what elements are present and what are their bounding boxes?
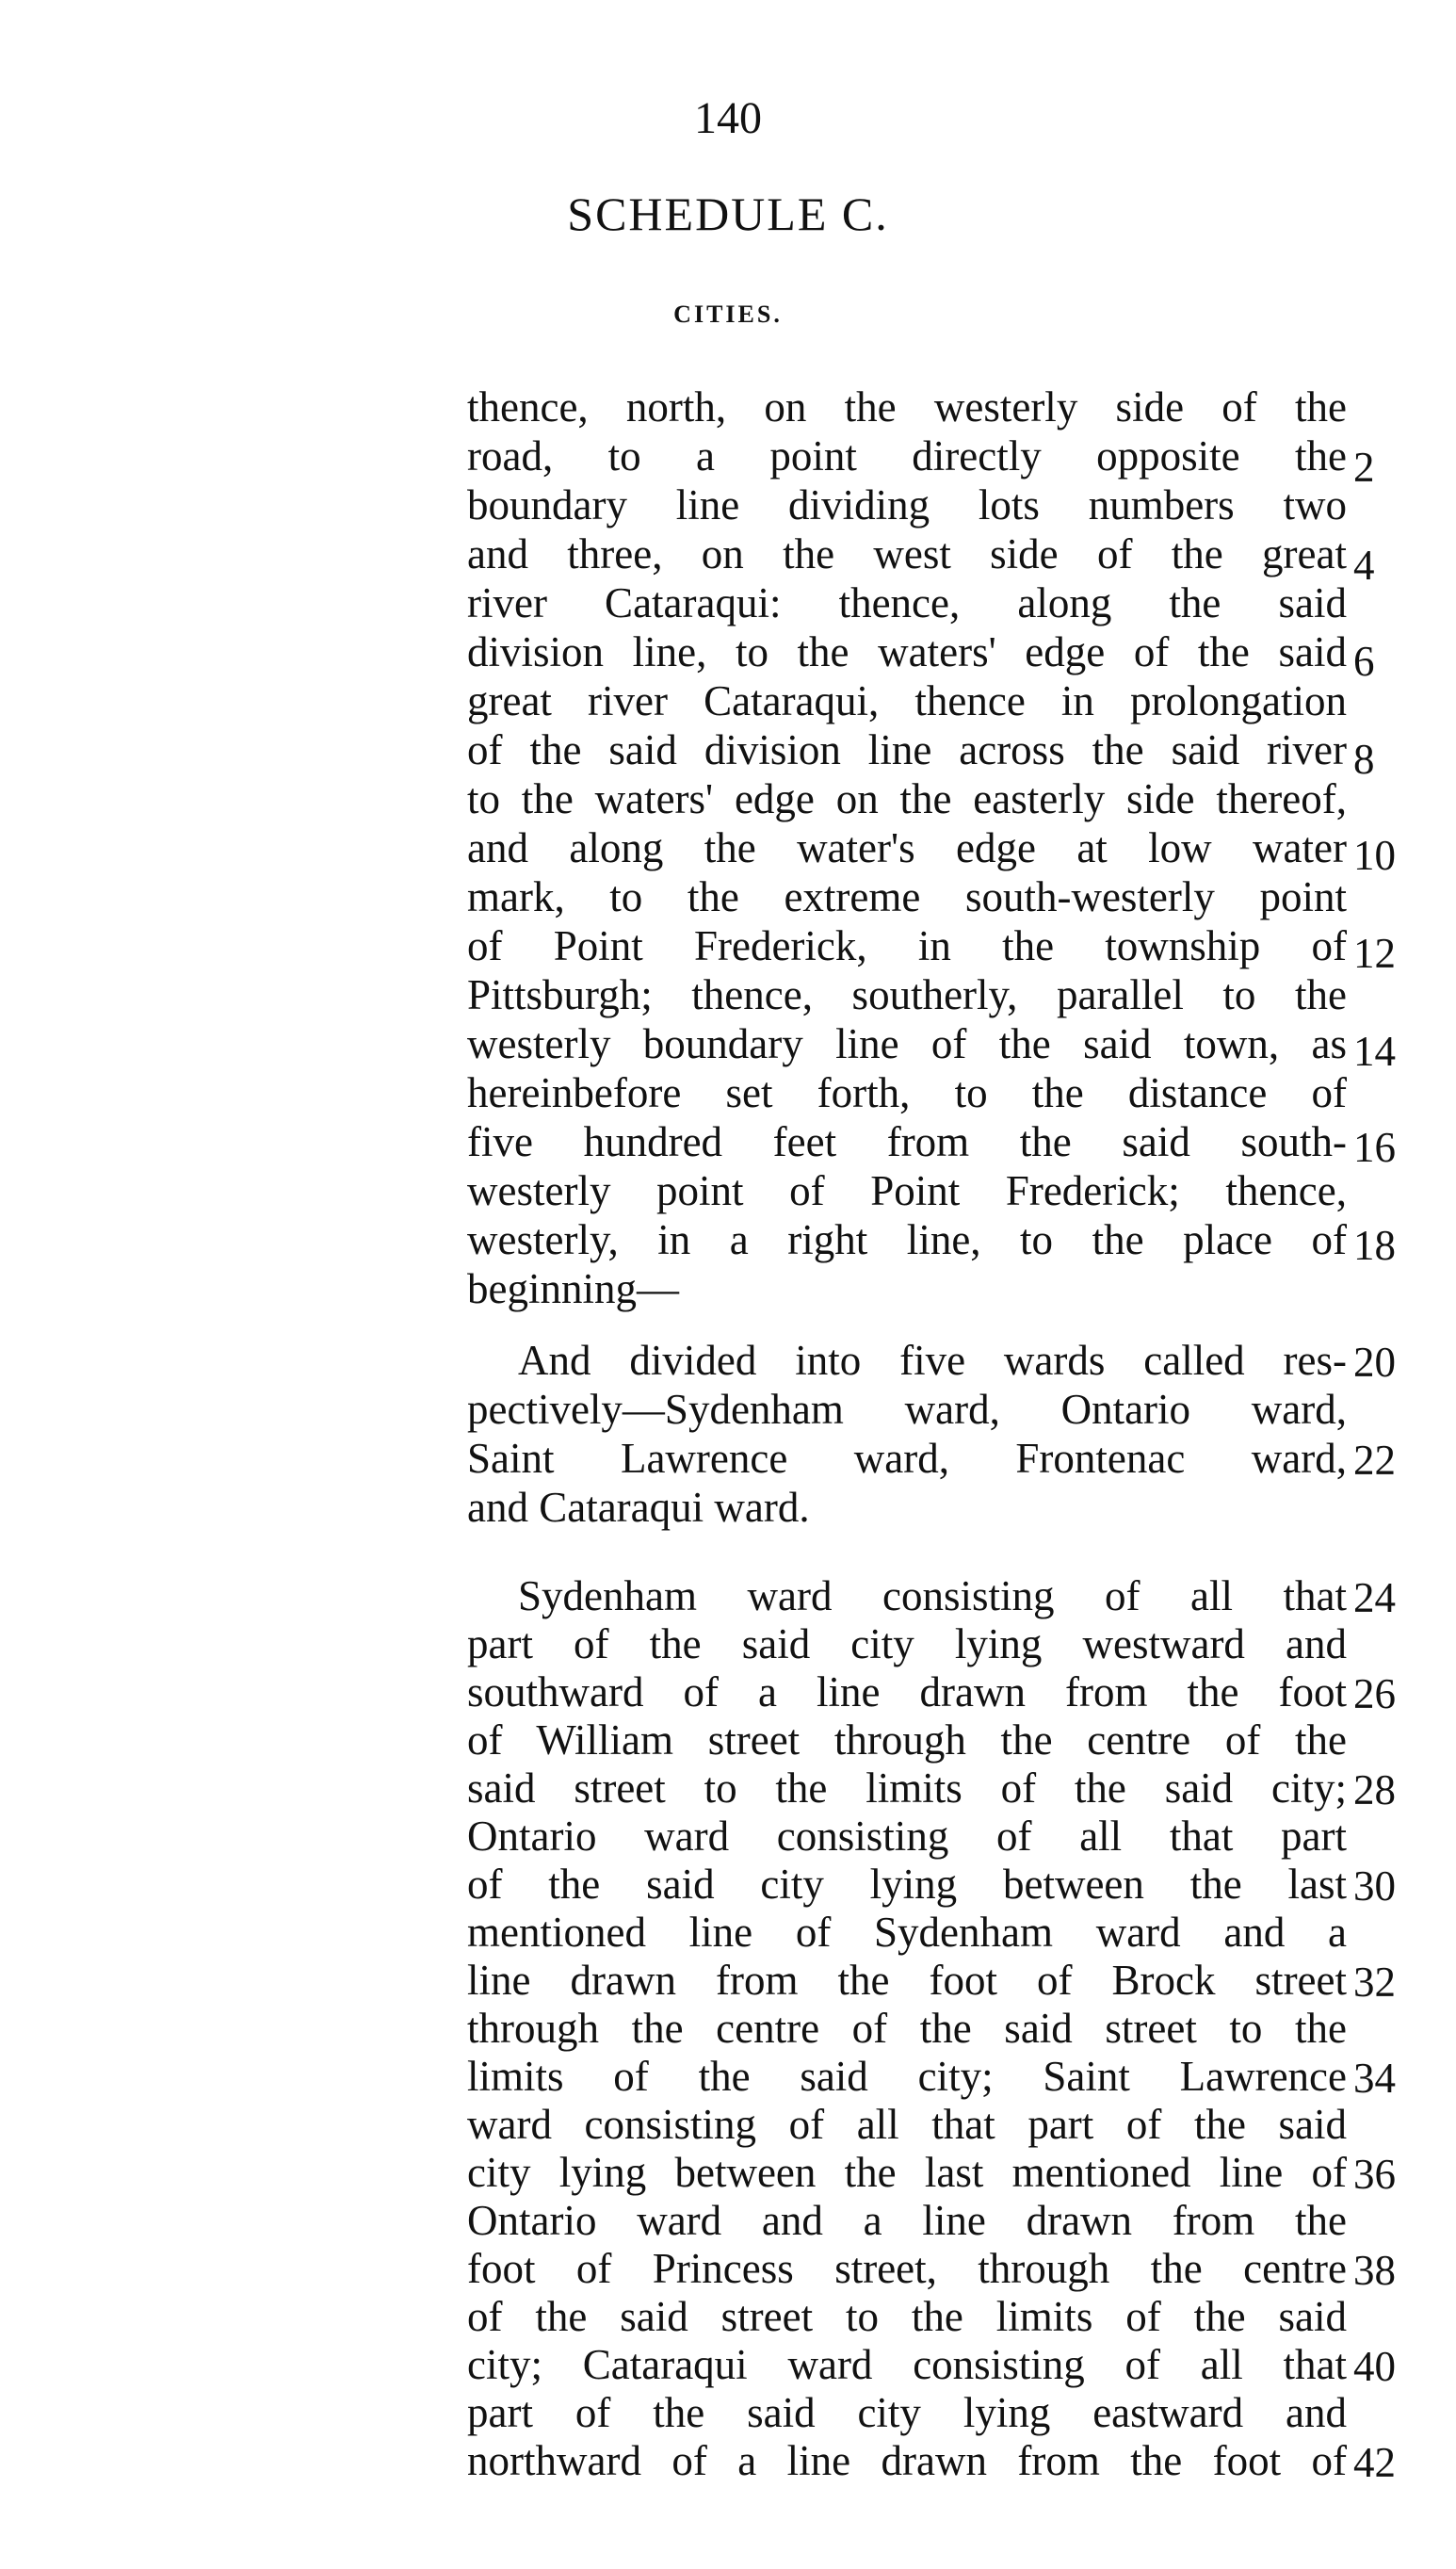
text-line: thence, north, on the westerly side of the bbox=[467, 383, 1347, 431]
text-line: westerly point of Point Frederick; thence, bbox=[467, 1167, 1347, 1214]
text-line: Ontario ward and a line drawn from the bbox=[467, 2197, 1347, 2244]
text-line: river Cataraqui: thence, along the said bbox=[467, 579, 1347, 626]
text-line: foot of Princess street, through the centre bbox=[467, 2245, 1347, 2292]
text-line: mark, to the extreme south-westerly point bbox=[467, 873, 1347, 920]
text-line: part of the said city lying westward and bbox=[467, 1620, 1347, 1667]
text-line: of the said city lying between the last bbox=[467, 1861, 1347, 1908]
text-line: Pittsburgh; thence, southerly, parallel to the bbox=[467, 971, 1347, 1018]
line-number: 8 bbox=[1353, 736, 1375, 783]
line-number: 26 bbox=[1353, 1670, 1396, 1717]
text-line: Sydenham ward consisting of all that bbox=[518, 1572, 1347, 1619]
text-line: line drawn from the foot of Brock street bbox=[467, 1957, 1347, 2004]
line-number: 10 bbox=[1353, 832, 1396, 879]
text-line: great river Cataraqui, thence in prolongation bbox=[467, 677, 1347, 724]
text-line: of the said division line across the said river bbox=[467, 726, 1347, 773]
text-line: five hundred feet from the said south- bbox=[467, 1118, 1347, 1165]
schedule-title: SCHEDULE C. bbox=[567, 187, 889, 240]
text-line: ward consisting of all that part of the said bbox=[467, 2101, 1347, 2148]
text-line: road, to a point directly opposite the bbox=[467, 432, 1347, 480]
text-line: and Cataraqui ward. bbox=[467, 1484, 810, 1531]
line-number: 40 bbox=[1353, 2343, 1396, 2390]
text-line: through the centre of the said street to the bbox=[467, 2005, 1347, 2052]
section-heading: CITIES. bbox=[673, 301, 783, 328]
line-number: 42 bbox=[1353, 2439, 1396, 2486]
line-number: 38 bbox=[1353, 2247, 1396, 2294]
line-number: 22 bbox=[1353, 1437, 1396, 1484]
text-line: of William street through the centre of the bbox=[467, 1716, 1347, 1764]
line-number: 4 bbox=[1353, 542, 1375, 589]
line-number: 12 bbox=[1353, 930, 1396, 977]
line-number: 18 bbox=[1353, 1222, 1396, 1269]
line-number: 6 bbox=[1353, 638, 1375, 685]
page-number: 140 bbox=[694, 93, 762, 143]
line-number: 28 bbox=[1353, 1766, 1396, 1813]
text-line: said street to the limits of the said city; bbox=[467, 1764, 1347, 1812]
text-line: and along the water's edge at low water bbox=[467, 824, 1347, 871]
line-number: 34 bbox=[1353, 2055, 1396, 2102]
text-line: beginning— bbox=[467, 1265, 679, 1312]
text-line: westerly, in a right line, to the place of bbox=[467, 1216, 1347, 1263]
line-number: 32 bbox=[1353, 1959, 1396, 2006]
text-line: and three, on the west side of the great bbox=[467, 530, 1347, 577]
text-line: division line, to the waters' edge of the said bbox=[467, 628, 1347, 675]
line-number: 2 bbox=[1353, 444, 1375, 491]
text-line: hereinbefore set forth, to the distance of bbox=[467, 1069, 1347, 1116]
line-number: 14 bbox=[1353, 1028, 1396, 1075]
text-line: of the said street to the limits of the said bbox=[467, 2293, 1347, 2340]
text-line: limits of the said city; Saint Lawrence bbox=[467, 2053, 1347, 2100]
line-number: 24 bbox=[1353, 1574, 1396, 1621]
text-line: of Point Frederick, in the township of bbox=[467, 922, 1347, 969]
line-number: 20 bbox=[1353, 1339, 1396, 1386]
text-line: boundary line dividing lots numbers two bbox=[467, 481, 1347, 528]
line-number: 36 bbox=[1353, 2151, 1396, 2198]
line-number: 16 bbox=[1353, 1124, 1396, 1171]
text-line: Ontario ward consisting of all that part bbox=[467, 1813, 1347, 1860]
text-line: pectively—Sydenham ward, Ontario ward, bbox=[467, 1386, 1347, 1433]
text-line: southward of a line drawn from the foot bbox=[467, 1668, 1347, 1715]
text-line: city; Cataraqui ward consisting of all that bbox=[467, 2341, 1347, 2388]
text-line: Saint Lawrence ward, Frontenac ward, bbox=[467, 1435, 1347, 1482]
text-line: And divided into five wards called res- bbox=[518, 1337, 1347, 1384]
text-line: to the waters' edge on the easterly side thereof, bbox=[467, 775, 1347, 822]
text-line: part of the said city lying eastward and bbox=[467, 2389, 1347, 2436]
line-number: 30 bbox=[1353, 1862, 1396, 1910]
text-line: westerly boundary line of the said town, as bbox=[467, 1020, 1347, 1067]
text-line: northward of a line drawn from the foot of bbox=[467, 2437, 1347, 2484]
text-line: city lying between the last mentioned line of bbox=[467, 2149, 1347, 2196]
text-line: mentioned line of Sydenham ward and a bbox=[467, 1909, 1347, 1956]
